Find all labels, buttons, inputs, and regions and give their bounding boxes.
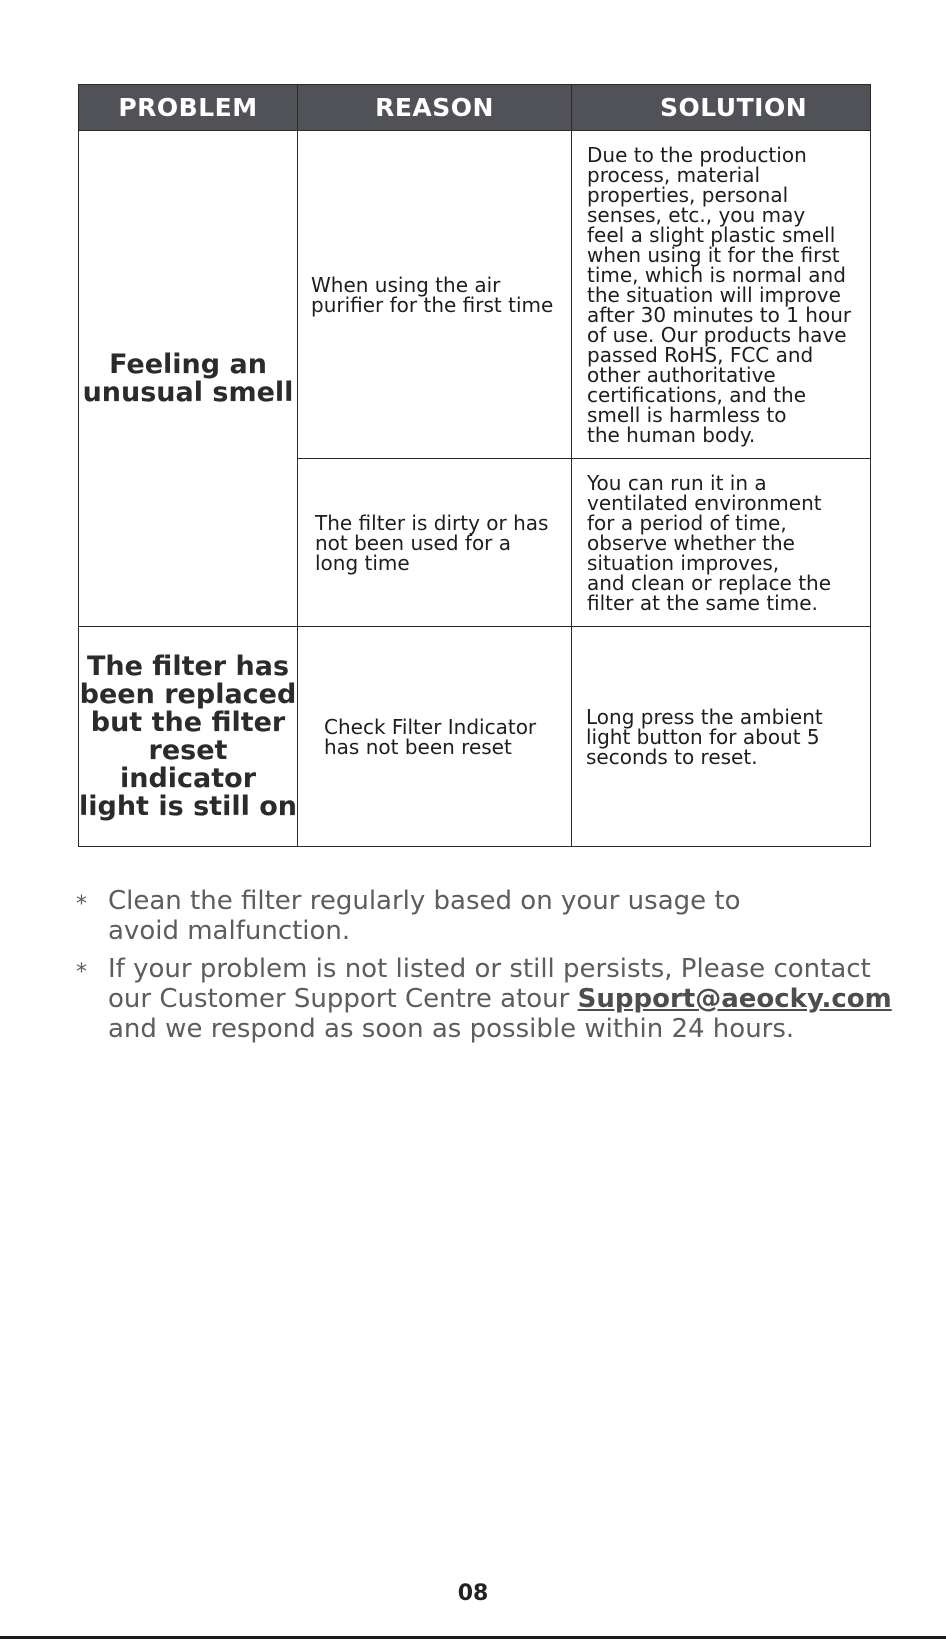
reason-line: purifier for the first time: [311, 292, 554, 317]
problem-line: The filter has: [86, 650, 290, 682]
page-number: 08: [457, 1581, 489, 1606]
solution-cell: [572, 627, 871, 847]
header-problem: PROBLEM: [79, 85, 298, 131]
problem-line: unusual smell: [82, 376, 294, 408]
solution-line: Long press the ambient: [586, 704, 823, 729]
reason-cell: [298, 459, 572, 627]
solution-line: for a period of time,: [587, 510, 787, 535]
notes-section: [72, 886, 892, 1052]
solution-line: process, material: [587, 162, 761, 187]
asterisk-bullet-icon: *: [76, 892, 87, 917]
solution-line: passed RoHS, FCC and: [587, 342, 814, 367]
reason-cell: [298, 627, 572, 847]
solution-line: and clean or replace the: [587, 570, 832, 595]
solution-line: of use. Our products have: [587, 322, 847, 347]
problem-cell-unusual-smell: [79, 131, 298, 627]
header-solution: SOLUTION: [572, 85, 871, 131]
note-line: and we respond as soon as possible within 24 hours.: [108, 1014, 795, 1044]
problem-line: light is still on: [79, 790, 298, 822]
solution-line: senses, etc., you may: [587, 202, 806, 227]
reason-line: not been used for a: [315, 530, 512, 555]
solution-line: smell is harmless to: [587, 402, 787, 427]
note-line: If your problem is not listed or still persists, Please contact: [108, 954, 871, 984]
troubleshooting-table: [78, 84, 871, 847]
reason-line: has not been reset: [324, 734, 512, 759]
reason-line: When using the air: [311, 272, 501, 297]
solution-line: certifications, and the: [587, 382, 807, 407]
reason-cell: [298, 131, 572, 459]
reason-line: The filter is dirty or has: [315, 510, 549, 535]
note-text: our Customer Support Centre atour: [108, 984, 578, 1014]
table-row: [79, 131, 871, 459]
solution-line: light button for about 5: [586, 724, 820, 749]
solution-line: feel a slight plastic smell: [587, 222, 836, 247]
solution-line: observe whether the: [587, 530, 795, 555]
solution-line: ventilated environment: [587, 490, 822, 515]
note-line: Clean the filter regularly based on your usage to: [108, 886, 741, 916]
reason-line: long time: [315, 550, 410, 575]
header-reason: REASON: [298, 85, 572, 131]
solution-line: after 30 minutes to 1 hour: [587, 302, 852, 327]
table-row: [79, 627, 871, 847]
problem-line: but the filter: [90, 706, 286, 738]
solution-line: seconds to reset.: [586, 744, 758, 769]
problem-line: Feeling an: [109, 348, 267, 380]
solution-line: time, which is normal and: [587, 262, 846, 287]
solution-line: the human body.: [587, 422, 756, 447]
solution-cell: [572, 459, 871, 627]
solution-line: You can run it in a: [587, 470, 767, 495]
problem-cell-filter-indicator: [79, 627, 298, 847]
note-item: [72, 886, 892, 946]
solution-line: the situation will improve: [587, 282, 841, 307]
note-line: avoid malfunction.: [108, 916, 351, 946]
reason-line: Check Filter Indicator: [324, 714, 537, 739]
note-line-with-email: [108, 984, 892, 1014]
problem-line: reset indicator: [119, 734, 257, 794]
solution-line: when using it for the first: [587, 242, 840, 267]
note-item: [72, 954, 892, 1044]
solution-line: filter at the same time.: [587, 590, 818, 615]
solution-line: properties, personal: [587, 182, 789, 207]
problem-line: been replaced: [79, 678, 297, 710]
solution-line: other authoritative: [587, 362, 776, 387]
solution-line: situation improves,: [587, 550, 780, 575]
support-email-link[interactable]: Support@aeocky.com: [577, 984, 892, 1014]
table-header-row: [79, 85, 871, 131]
solution-line: Due to the production: [587, 142, 807, 167]
solution-cell: [572, 131, 871, 459]
asterisk-bullet-icon: *: [76, 960, 87, 985]
